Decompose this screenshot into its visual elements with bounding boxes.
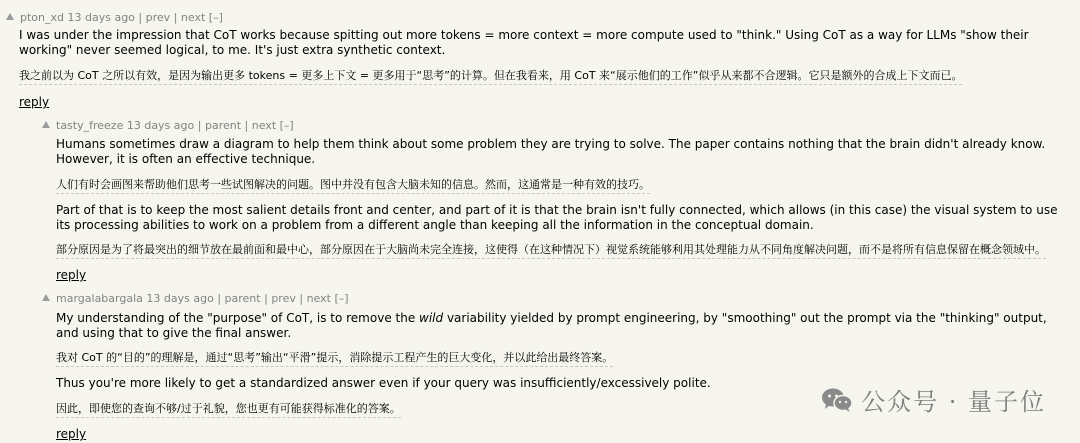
upvote-arrow-icon[interactable] [42, 121, 50, 128]
next-link[interactable]: next [180, 11, 206, 24]
reply-link[interactable]: reply [56, 268, 87, 282]
parent-link[interactable]: parent [204, 119, 242, 132]
comment-text-en [56, 311, 1056, 340]
wechat-icon [821, 387, 853, 413]
collapse-toggle[interactable]: [–] [208, 11, 223, 24]
comment-text-zh: 我之前以为 CoT 之所以有效，是因为输出更多 tokens = 更多上下文 = 更多用于“思考”的计算。但在我看来，用 CoT 来“展示他们的工作”似乎从来都不合逻辑。它只是额外的合成上下文而已。 [19, 68, 962, 85]
upvote-arrow-icon[interactable] [42, 294, 50, 301]
comment-margalabargala [42, 292, 349, 306]
comment-text-zh: 部分原因是为了将最突出的细节放在最前面和最中心，部分原因在于大脑尚未完全连接，这使得（在这种情况下）视觉系统能够利用其处理能力从不同角度解决问题，而不是将所有信息保留在概念领域中。 [56, 242, 1046, 259]
watermark-text: 公众号 · 量子位 [861, 388, 1046, 416]
collapse-toggle[interactable]: [–] [279, 119, 294, 132]
comment-text-en: Humans sometimes draw a diagram to help them think about some problem they are trying to solve. The paper contains nothing that the brain didn't already know. However, it is often an effective technique. [56, 137, 1046, 166]
comment-tasty-freeze [42, 119, 294, 133]
comment-text-en: Thus you're more likely to get a standardized answer even if your query was insufficiently/excessively polite. [56, 376, 711, 390]
comment-text-en-italic: wild [419, 311, 444, 325]
comment-text-zh: 因此，即使您的查询不够/过于礼貌，您也更有可能获得标准化的答案。 [56, 401, 401, 418]
prev-link[interactable]: prev [271, 292, 296, 305]
upvote-arrow-icon[interactable] [6, 13, 14, 20]
comment-meta: tasty_freeze 13 days ago | parent | next [–] [42, 119, 294, 133]
next-link[interactable]: next [251, 119, 277, 132]
next-link[interactable]: next [306, 292, 331, 305]
reply-link[interactable]: reply [19, 95, 50, 109]
comment-text-en-part: My understanding of the "purpose" of CoT, is to remove the [56, 311, 420, 325]
comment-age[interactable]: 13 days ago [126, 119, 195, 132]
comment-user[interactable]: margalabargala [56, 292, 143, 305]
collapse-toggle[interactable]: [–] [334, 292, 349, 305]
comment-user[interactable]: tasty_freeze [56, 119, 124, 132]
watermark [821, 382, 1046, 417]
prev-link[interactable]: prev [145, 11, 171, 24]
reply-link[interactable]: reply [56, 427, 87, 441]
comment-age[interactable]: 13 days ago [67, 11, 135, 24]
comment-meta: margalabargala 13 days ago | parent | prev | next [–] [42, 292, 349, 306]
comment-text-en-part: variability yielded by prompt engineering, by "smoothing" out the prompt via the "thinking" output, and using that to give the final answer. [56, 311, 1047, 340]
parent-link[interactable]: parent [224, 292, 261, 305]
comment-text-zh: 人们有时会画图来帮助他们思考一些试图解决的问题。图中并没有包含大脑未知的信息。然而，这通常是一种有效的技巧。 [56, 177, 650, 194]
comment-text-en: Part of that is to keep the most salient details front and center, and part of it is that the brain isn't fully connected, which allows (in this case) the visual system to use its processing abilities to work on a problem from a different angle than keeping all the information in the conceptual domain. [56, 203, 1058, 232]
comment-text-en: I was under the impression that CoT works because spitting out more tokens = more context = more compute used to "think." Using CoT as a way for LLMs "show their working" never seemed logical, to me. It's just extra synthetic context. [19, 28, 1029, 57]
comment-meta: pton_xd 13 days ago | prev | next [–] [6, 11, 1074, 25]
comment-text-zh: 我对 CoT 的“目的”的理解是，通过“思考”输出“平滑”提示，消除提示工程产生的巨大变化，并以此给出最终答案。 [56, 350, 613, 367]
comment-pton-xd [6, 11, 1074, 25]
comment-age[interactable]: 13 days ago [146, 292, 214, 305]
comment-user[interactable]: pton_xd [20, 11, 64, 24]
